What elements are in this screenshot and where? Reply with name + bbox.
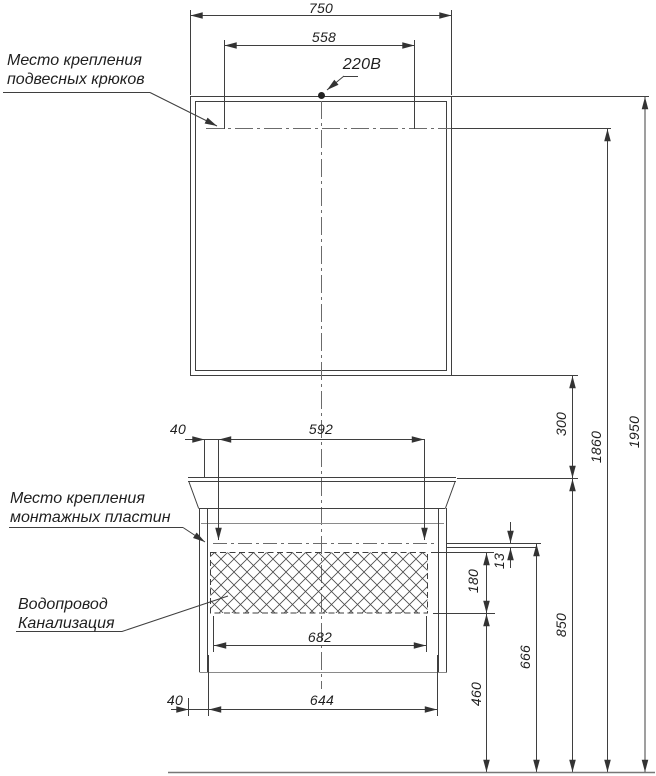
dim-sink-height-label: 850 bbox=[553, 612, 569, 638]
plates-callout-line1: Место крепления bbox=[10, 490, 145, 507]
power-outlet-label: 220В bbox=[342, 56, 382, 73]
dim-558-lines bbox=[225, 40, 415, 129]
plate-reference-lines bbox=[205, 439, 425, 540]
dim-hooks-height-label: 1860 bbox=[588, 430, 604, 464]
plates-callout-line2: монтажных пластин bbox=[10, 509, 171, 526]
dim-plates-spacing-label: 592 bbox=[308, 421, 334, 437]
power-outlet-dot bbox=[318, 92, 325, 99]
dim-cabinet-width-label: 644 bbox=[309, 692, 335, 708]
dim-utilities-width-label: 682 bbox=[307, 629, 333, 645]
water-callout bbox=[18, 595, 115, 633]
water-callout-line1: Водопровод bbox=[18, 596, 108, 613]
dim-plate-offset-label: 40 bbox=[169, 421, 187, 437]
dim-cabinet-offset-label: 40 bbox=[166, 692, 184, 708]
dim-mirror-gap-label: 300 bbox=[553, 411, 569, 437]
dim-hooks-spacing-label: 558 bbox=[311, 29, 337, 45]
power-outlet-leader bbox=[318, 76, 358, 99]
hooks-callout-leader bbox=[3, 93, 217, 127]
hooks-callout bbox=[7, 51, 145, 89]
water-callout-line2: Канализация bbox=[18, 615, 115, 632]
dim-plates-height-label: 666 bbox=[517, 644, 533, 670]
hooks-callout-line2: подвесных крюков bbox=[7, 71, 145, 88]
dim-total-height-label: 1950 bbox=[626, 415, 642, 449]
dim-750-lines bbox=[191, 10, 452, 95]
utilities-hatch-zone bbox=[211, 553, 428, 614]
hooks-callout-line1: Место крепления bbox=[7, 52, 142, 69]
plates-callout bbox=[10, 489, 171, 527]
dim-utilities-height-label: 180 bbox=[465, 568, 481, 594]
mounting-level-extensions bbox=[447, 544, 541, 548]
dim-plate-drop-label: 13 bbox=[491, 552, 507, 570]
dim-utilities-bottom-label: 460 bbox=[468, 681, 484, 707]
dim-mirror-width-label: 750 bbox=[308, 0, 334, 16]
plates-callout-leader bbox=[9, 528, 205, 543]
hatch-extensions bbox=[431, 553, 495, 614]
